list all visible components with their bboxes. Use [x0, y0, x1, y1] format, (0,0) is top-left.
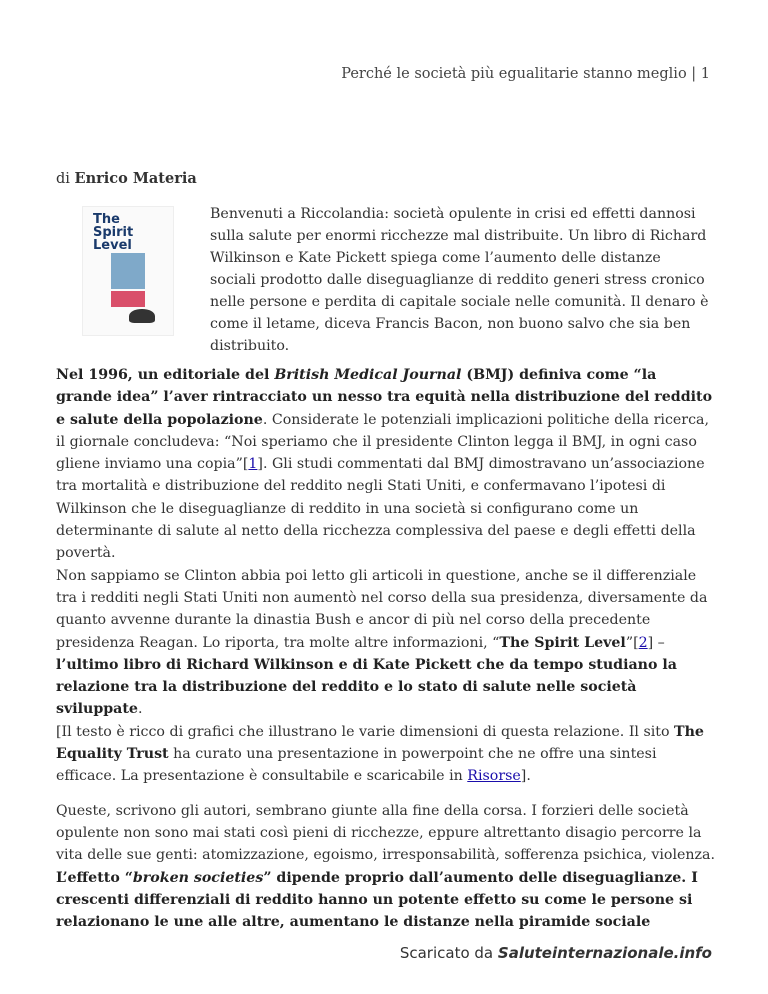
cover-title [93, 213, 133, 252]
p2-text-2: ”[ [625, 634, 639, 651]
book-title: The Spirit Level [499, 634, 626, 651]
footer-site: Saluteinternazionale.info [497, 944, 712, 962]
cover-title-line1: The [93, 212, 120, 227]
cover-blue-block [111, 253, 145, 289]
paragraph-1 [56, 364, 716, 565]
p1-text: . Considerate le potenziali implicazioni politiche della ricerca, il giornale concludeva: “Noi speriamo che il presidente Clinton legga il BMJ, in ogni caso gliene inviamo una copia”[ [56, 411, 709, 473]
p2-text: Non sappiamo se Clinton abbia poi letto gli articoli in questione, anche se il differenziale tra i redditi negli Stati Uniti non aumentò nel corso della sua presidenza, diversamente da quanto avvenne durante la dinastia Bush e ancor di più nel corso della precedente presidenza Reagan. Lo riporta, tra molte altre informazioni, “ [56, 567, 708, 651]
cover-title-line2: Spirit [93, 225, 134, 240]
intro-paragraph: Benvenuti a Riccolandia: società opulente in crisi ed effetti dannosi sulla salute per enormi ricchezze mal distribuite. Un libro di Richard Wilkinson e Kate Pickett spiega come l’aumento delle distanze sociali prodotto dalle diseguaglianze di reddito generi stress cronico nelle persone e perdita di capitale sociale nelle comunità. Il denaro è come il letame, diceva Francis Bacon, non buono salvo che sia ben distribuito. [210, 206, 709, 354]
p2-bold: l’ultimo libro di Richard Wilkinson e di Kate Pickett che da tempo studiano la relazione tra la distribuzione del reddito e lo stato di salute nelle società sviluppate [56, 656, 677, 718]
equality-trust-name: The Equality Trust [56, 723, 704, 763]
p3-text: [Il testo è ricco di grafici che illustrano le varie dimensioni di questa relazione. Il sito [56, 723, 675, 740]
p4-italic-phrase: broken societies [132, 869, 264, 886]
book-cover-image [82, 206, 174, 336]
running-header: Perché le società più egualitarie stanno meglio | 1 [341, 66, 710, 82]
footer-prefix: Scaricato da [399, 944, 498, 962]
p1-bold-end: (BMJ) definiva come “la grande idea” l’aver rintracciato un nesso tra equità nella distribuzione del reddito e salute della popolazione [56, 367, 713, 428]
paragraph-4 [56, 800, 716, 934]
footnote-ref-2[interactable]: 2 [638, 634, 648, 651]
p1-bold-start: Nel 1996, un editoriale del [56, 367, 275, 383]
p3-text-3: ]. [520, 768, 531, 785]
byline [56, 170, 197, 187]
footer-source [400, 944, 712, 962]
p4-text: Queste, scrivono gli autori, sembrano giunte alla fine della corsa. I forzieri delle società opulente non sono mai stati così pieni di ricchezze, eppure altrettanto disagio percorre la vita delle sue genti: atomizzazione, egoismo, irresponsabilità, sofferenza psichica, violenza. [56, 802, 715, 864]
p1-text-2: ]. Gli studi commentati dal BMJ dimostravano un’associazione tra mortalità e distribuzione del reddito negli Stati Uniti, e confermavano l’ipotesi di Wilkinson che le diseguaglianze di reddito in una società si configurano come un determinante di salute al netto della ricchezza complessiva del paese e degli effetti della povertà. [56, 456, 705, 562]
paragraph-2 [56, 565, 716, 721]
byline-prefix: di [56, 171, 70, 187]
cover-pink-block [111, 291, 145, 307]
risorse-link[interactable]: Risorse [467, 768, 521, 785]
cover-title-line3: Level [93, 238, 132, 253]
paragraph-3 [56, 721, 716, 788]
cover-bird-figure [129, 309, 155, 323]
author-name: Enrico Materia [74, 170, 197, 187]
p3-text-2: ha curato una presentazione in powerpoint che ne offre una sintesi efficace. La presentazione è consultabile e scaricabile in [56, 746, 657, 785]
p4-bold-start: L’effetto “ [56, 869, 133, 886]
p2-text-4: . [137, 701, 143, 718]
p2-text-3: ] – [647, 634, 665, 651]
article-body [56, 364, 716, 933]
p4-bold-end: ” dipende proprio dall’aumento delle diseguaglianze. I crescenti differenziali di reddito hanno un potente effetto su come le persone si relazionano le une alle altre, aumentano le distanze nella piramide sociale [56, 869, 698, 931]
p1-journal-name: British Medical Journal [274, 367, 462, 383]
footnote-ref-1[interactable]: 1 [248, 456, 258, 473]
